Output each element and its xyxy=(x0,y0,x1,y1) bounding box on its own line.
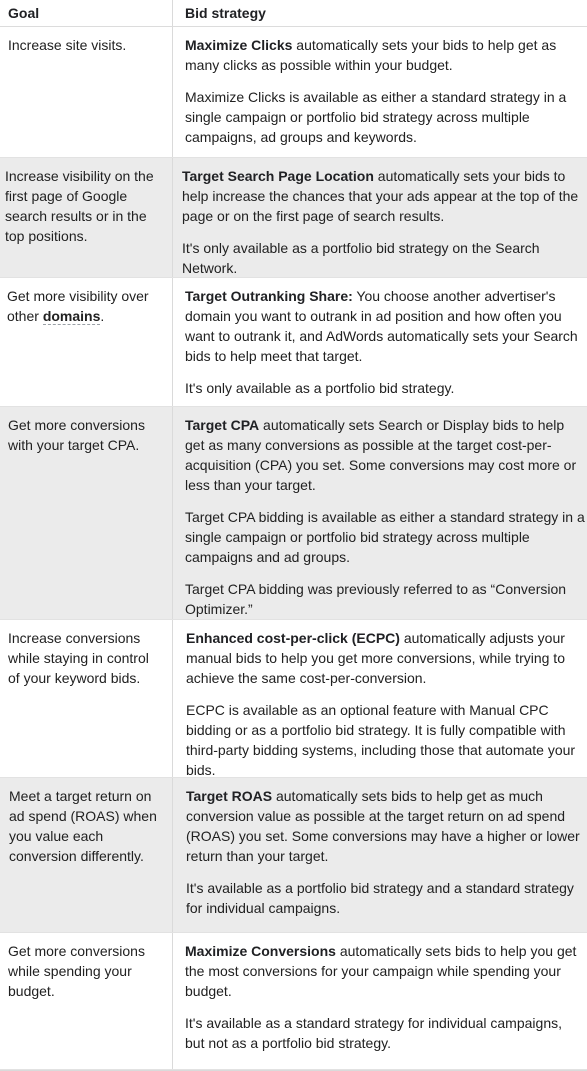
strategy-availability: It's available as a portfolio bid strategy and a standard strategy for individual campaigns. xyxy=(186,880,574,916)
strategy-cell xyxy=(173,27,587,157)
domains-link[interactable]: domains xyxy=(42,308,101,324)
table-row xyxy=(0,620,587,778)
table-header-row xyxy=(0,0,587,27)
strategy-name: Maximize Conversions xyxy=(185,943,336,959)
table-row xyxy=(0,933,587,1070)
strategy-name: Target ROAS xyxy=(186,788,273,804)
goal-text: Get more conversions with your target CPA. xyxy=(8,417,145,453)
strategy-description-text: automatically sets bids to help get as much conversion value as possible at the target return on ad spend (ROAS) you set. Some conversions may have a higher or lower return than your target. xyxy=(186,788,580,864)
strategy-cell xyxy=(173,933,587,1069)
goal-text: Increase site visits. xyxy=(8,37,127,53)
strategy-description xyxy=(182,166,585,226)
strategy-availability: ECPC is available as an optional feature with Manual CPC bidding or as a portfolio bid strategy. It is fully compatible with third-party bidding systems, including those that automate your bids. xyxy=(186,702,576,778)
goal-text: Meet a target return on ad spend (ROAS) when you value each conversion differently. xyxy=(9,788,157,864)
strategy-cell xyxy=(173,620,587,777)
goal-cell xyxy=(0,158,173,277)
table-row xyxy=(0,278,587,407)
strategy-cell xyxy=(173,778,587,932)
goal-text: Increase conversions while staying in control of your keyword bids. xyxy=(8,630,149,686)
goal-cell xyxy=(0,27,173,157)
strategy-cell xyxy=(173,278,587,406)
strategy-description-text: automatically sets your bids to help increase the chances that your ads appear at the top of the page or on the first page of search results. xyxy=(182,168,579,224)
strategy-description xyxy=(186,786,585,866)
strategy-availability: It's available as a standard strategy for individual campaigns, but not as a portfolio bid strategy. xyxy=(185,1015,562,1051)
strategy-cell xyxy=(173,158,587,277)
goal-text-prefix: Get more visibility over other xyxy=(7,288,149,324)
strategy-description-text: automatically sets Search or Display bids to help get as many conversions as possible at the target cost-per-acquisition (CPA) you set. Some conversions may cost more or less than your target. xyxy=(185,417,577,493)
strategy-description xyxy=(185,35,585,75)
strategy-note: Target CPA bidding was previously referred to as “Conversion Optimizer.” xyxy=(185,581,567,617)
strategy-name: Target CPA xyxy=(185,417,260,433)
header-bid-strategy: Bid strategy xyxy=(185,5,266,21)
strategy-availability: It's only available as a portfolio bid strategy. xyxy=(185,380,455,396)
header-goal: Goal xyxy=(0,0,173,26)
strategy-name: Enhanced cost-per-click (ECPC) xyxy=(186,630,400,646)
strategy-name: Maximize Clicks xyxy=(185,37,293,53)
goal-text: Get more conversions while spending your budget. xyxy=(8,943,145,999)
table-row xyxy=(0,158,587,278)
strategy-cell xyxy=(173,407,587,619)
goal-text-suffix: . xyxy=(100,308,105,324)
strategy-name: Target Search Page Location xyxy=(182,168,374,184)
table-row xyxy=(0,778,587,933)
goal-cell xyxy=(0,407,173,619)
strategy-description-text: automatically sets bids to help you get the most conversions for your campaign while spending your budget. xyxy=(185,943,577,999)
strategy-availability: Maximize Clicks is available as either a standard strategy in a single campaign or portfolio bid strategy across multiple campaigns, ad groups and keywords. xyxy=(185,89,567,145)
strategy-description-text: automatically adjusts your manual bids to help you get more conversions, while trying to achieve the same cost-per-conversion. xyxy=(186,630,565,686)
strategy-description-text: You choose another advertiser's domain you want to outrank in ad position and how often you want to outrank it, and AdWords automatically sets your Search bids to help meet that target. xyxy=(185,288,578,364)
strategy-description xyxy=(185,286,585,366)
goal-text: Increase visibility on the first page of Google search results or in the top positions. xyxy=(5,168,154,244)
goal-cell xyxy=(0,778,173,932)
goal-text xyxy=(7,286,162,326)
strategy-availability: Target CPA bidding is available as either a standard strategy in a single campaign or portfolio bid strategy across multiple campaigns and ad groups. xyxy=(185,509,585,565)
strategy-name: Target Outranking Share: xyxy=(185,288,353,304)
strategy-description xyxy=(185,415,585,495)
strategy-description-text: automatically sets your bids to help get as many clicks as possible within your budget. xyxy=(185,37,557,73)
strategy-description xyxy=(186,628,585,688)
goal-cell xyxy=(0,933,173,1069)
strategy-availability: It's only available as a portfolio bid strategy on the Search Network. xyxy=(182,240,540,276)
strategy-description xyxy=(185,941,585,1001)
table-row xyxy=(0,407,587,620)
table-row xyxy=(0,27,587,158)
goal-cell xyxy=(0,620,173,777)
goal-cell xyxy=(0,278,173,406)
